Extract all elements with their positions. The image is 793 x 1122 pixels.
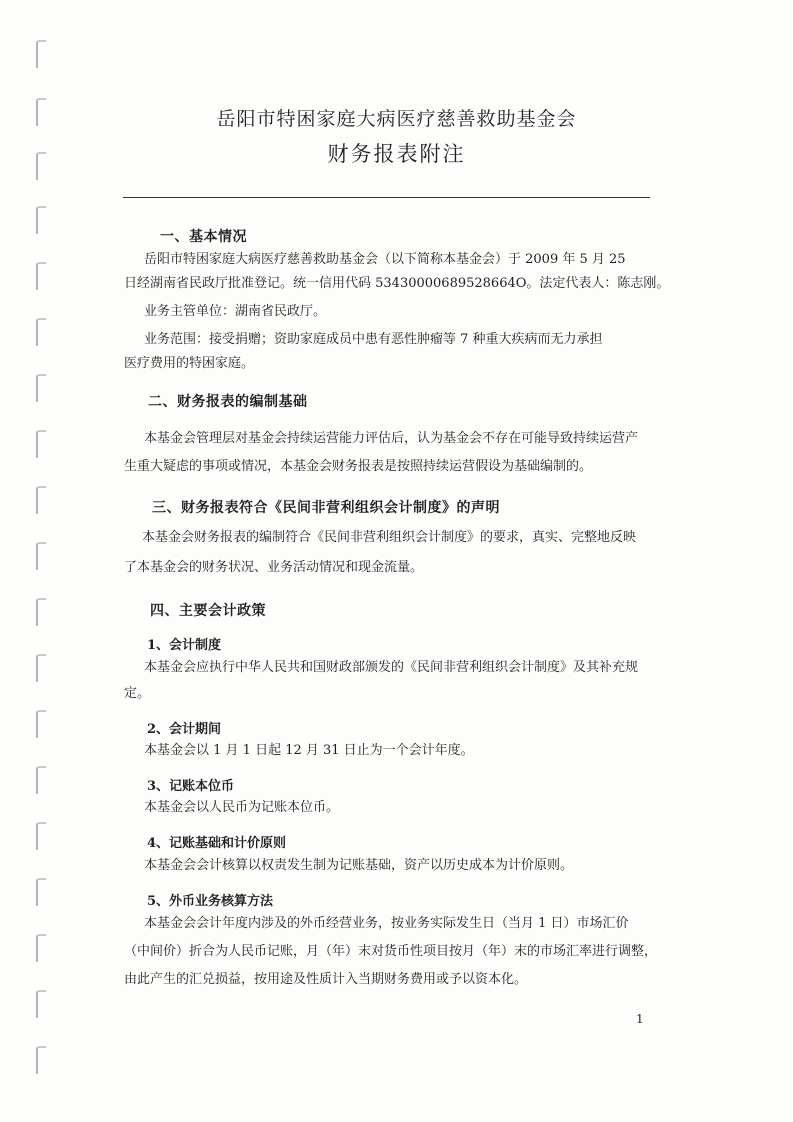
policy-text-line: 定。 (124, 686, 151, 701)
basic-paragraph-line: 岳阳市特困家庭大病医疗慈善救助基金会（以下简称本基金会）于 2009 年 5 月 25 (144, 252, 626, 267)
page-number: 1 (636, 1012, 644, 1026)
scope-paragraph-line: 医疗费用的特困家庭。 (124, 356, 255, 371)
policy-title: 3、记账本位币 (147, 779, 235, 794)
section-heading-statement: 三、财务报表符合《民间非营利组织会计制度》的声明 (152, 500, 500, 516)
binding-mark (36, 710, 46, 738)
binding-mark (36, 542, 46, 570)
policy-title: 1、会计制度 (147, 638, 222, 653)
policy-text-line: 本基金会以人民币为记账本位币。 (144, 800, 340, 815)
scope-paragraph-line: 业务范围：接受捐赠；资助家庭成员中患有恶性肿瘤等 7 种重大疾病而无力承担 (144, 332, 603, 347)
binding-mark (36, 40, 46, 68)
policy-text-line: 由此产生的汇兑损益，按用途及性质计入当期财务费用或予以资本化。 (124, 972, 528, 987)
binding-mark (36, 990, 46, 1018)
section-heading-basic: 一、基本情况 (160, 229, 247, 245)
policy-text-line: 本基金会会计核算以权责发生制为记账基础，资产以历史成本为计价原则。 (144, 858, 574, 873)
title-divider (123, 197, 650, 198)
policy-text-line: 本基金会会计年度内涉及的外币经营业务，按业务实际发生日（当月 1 日）市场汇价 (144, 916, 629, 931)
binding-mark (36, 822, 46, 850)
section-heading-policies: 四、主要会计政策 (150, 603, 266, 619)
binding-mark (36, 766, 46, 794)
binding-mark (36, 934, 46, 962)
policy-title: 5、外币业务核算方法 (147, 894, 274, 909)
binding-marks (30, 40, 50, 1100)
binding-mark (36, 1046, 46, 1074)
basis-paragraph-line: 本基金会管理层对基金会持续运营能力评估后，认为基金会不存在可能导致持续运营产 (144, 431, 639, 446)
binding-mark (36, 374, 46, 402)
binding-mark (36, 262, 46, 290)
policy-text-line: 本基金会以 1 月 1 日起 12 月 31 日止为一个会计年度。 (144, 743, 474, 758)
policy-title: 2、会计期间 (147, 722, 222, 737)
binding-mark (36, 318, 46, 346)
document-title: 岳阳市特困家庭大病医疗慈善救助基金会 (216, 108, 577, 130)
policy-text-line: 本基金会应执行中华人民共和国财政部颁发的《民间非营利组织会计制度》及其补充规 (144, 660, 639, 675)
supervisor-paragraph: 业务主管单位：湖南省民政厅。 (144, 304, 327, 319)
section-heading-basis: 二、财务报表的编制基础 (148, 394, 308, 410)
binding-mark (36, 206, 46, 234)
policy-title: 4、记账基础和计价原则 (147, 836, 287, 851)
binding-mark (36, 486, 46, 514)
basis-paragraph-line: 生重大疑虑的事项或情况，本基金会财务报表是按照持续运营假设为基础编制的。 (124, 459, 593, 474)
binding-mark (36, 878, 46, 906)
binding-mark (36, 430, 46, 458)
binding-mark (36, 598, 46, 626)
statement-paragraph-line: 本基金会财务报表的编制符合《民间非营利组织会计制度》的要求，真实、完整地反映 (142, 530, 637, 545)
binding-mark (36, 654, 46, 682)
basic-paragraph-line: 日经湖南省民政厅批准登记。统一信用代码 53430000689528664O。法定代表人：陈志刚。 (124, 276, 670, 291)
document-subtitle: 财务报表附注 (327, 142, 466, 166)
statement-paragraph-line: 了本基金会的财务状况、业务活动情况和现金流量。 (124, 560, 424, 575)
policy-text-line: （中间价）折合为人民币记账，月（年）末对货币性项目按月（年）末的市场汇率进行调整， (124, 944, 658, 959)
